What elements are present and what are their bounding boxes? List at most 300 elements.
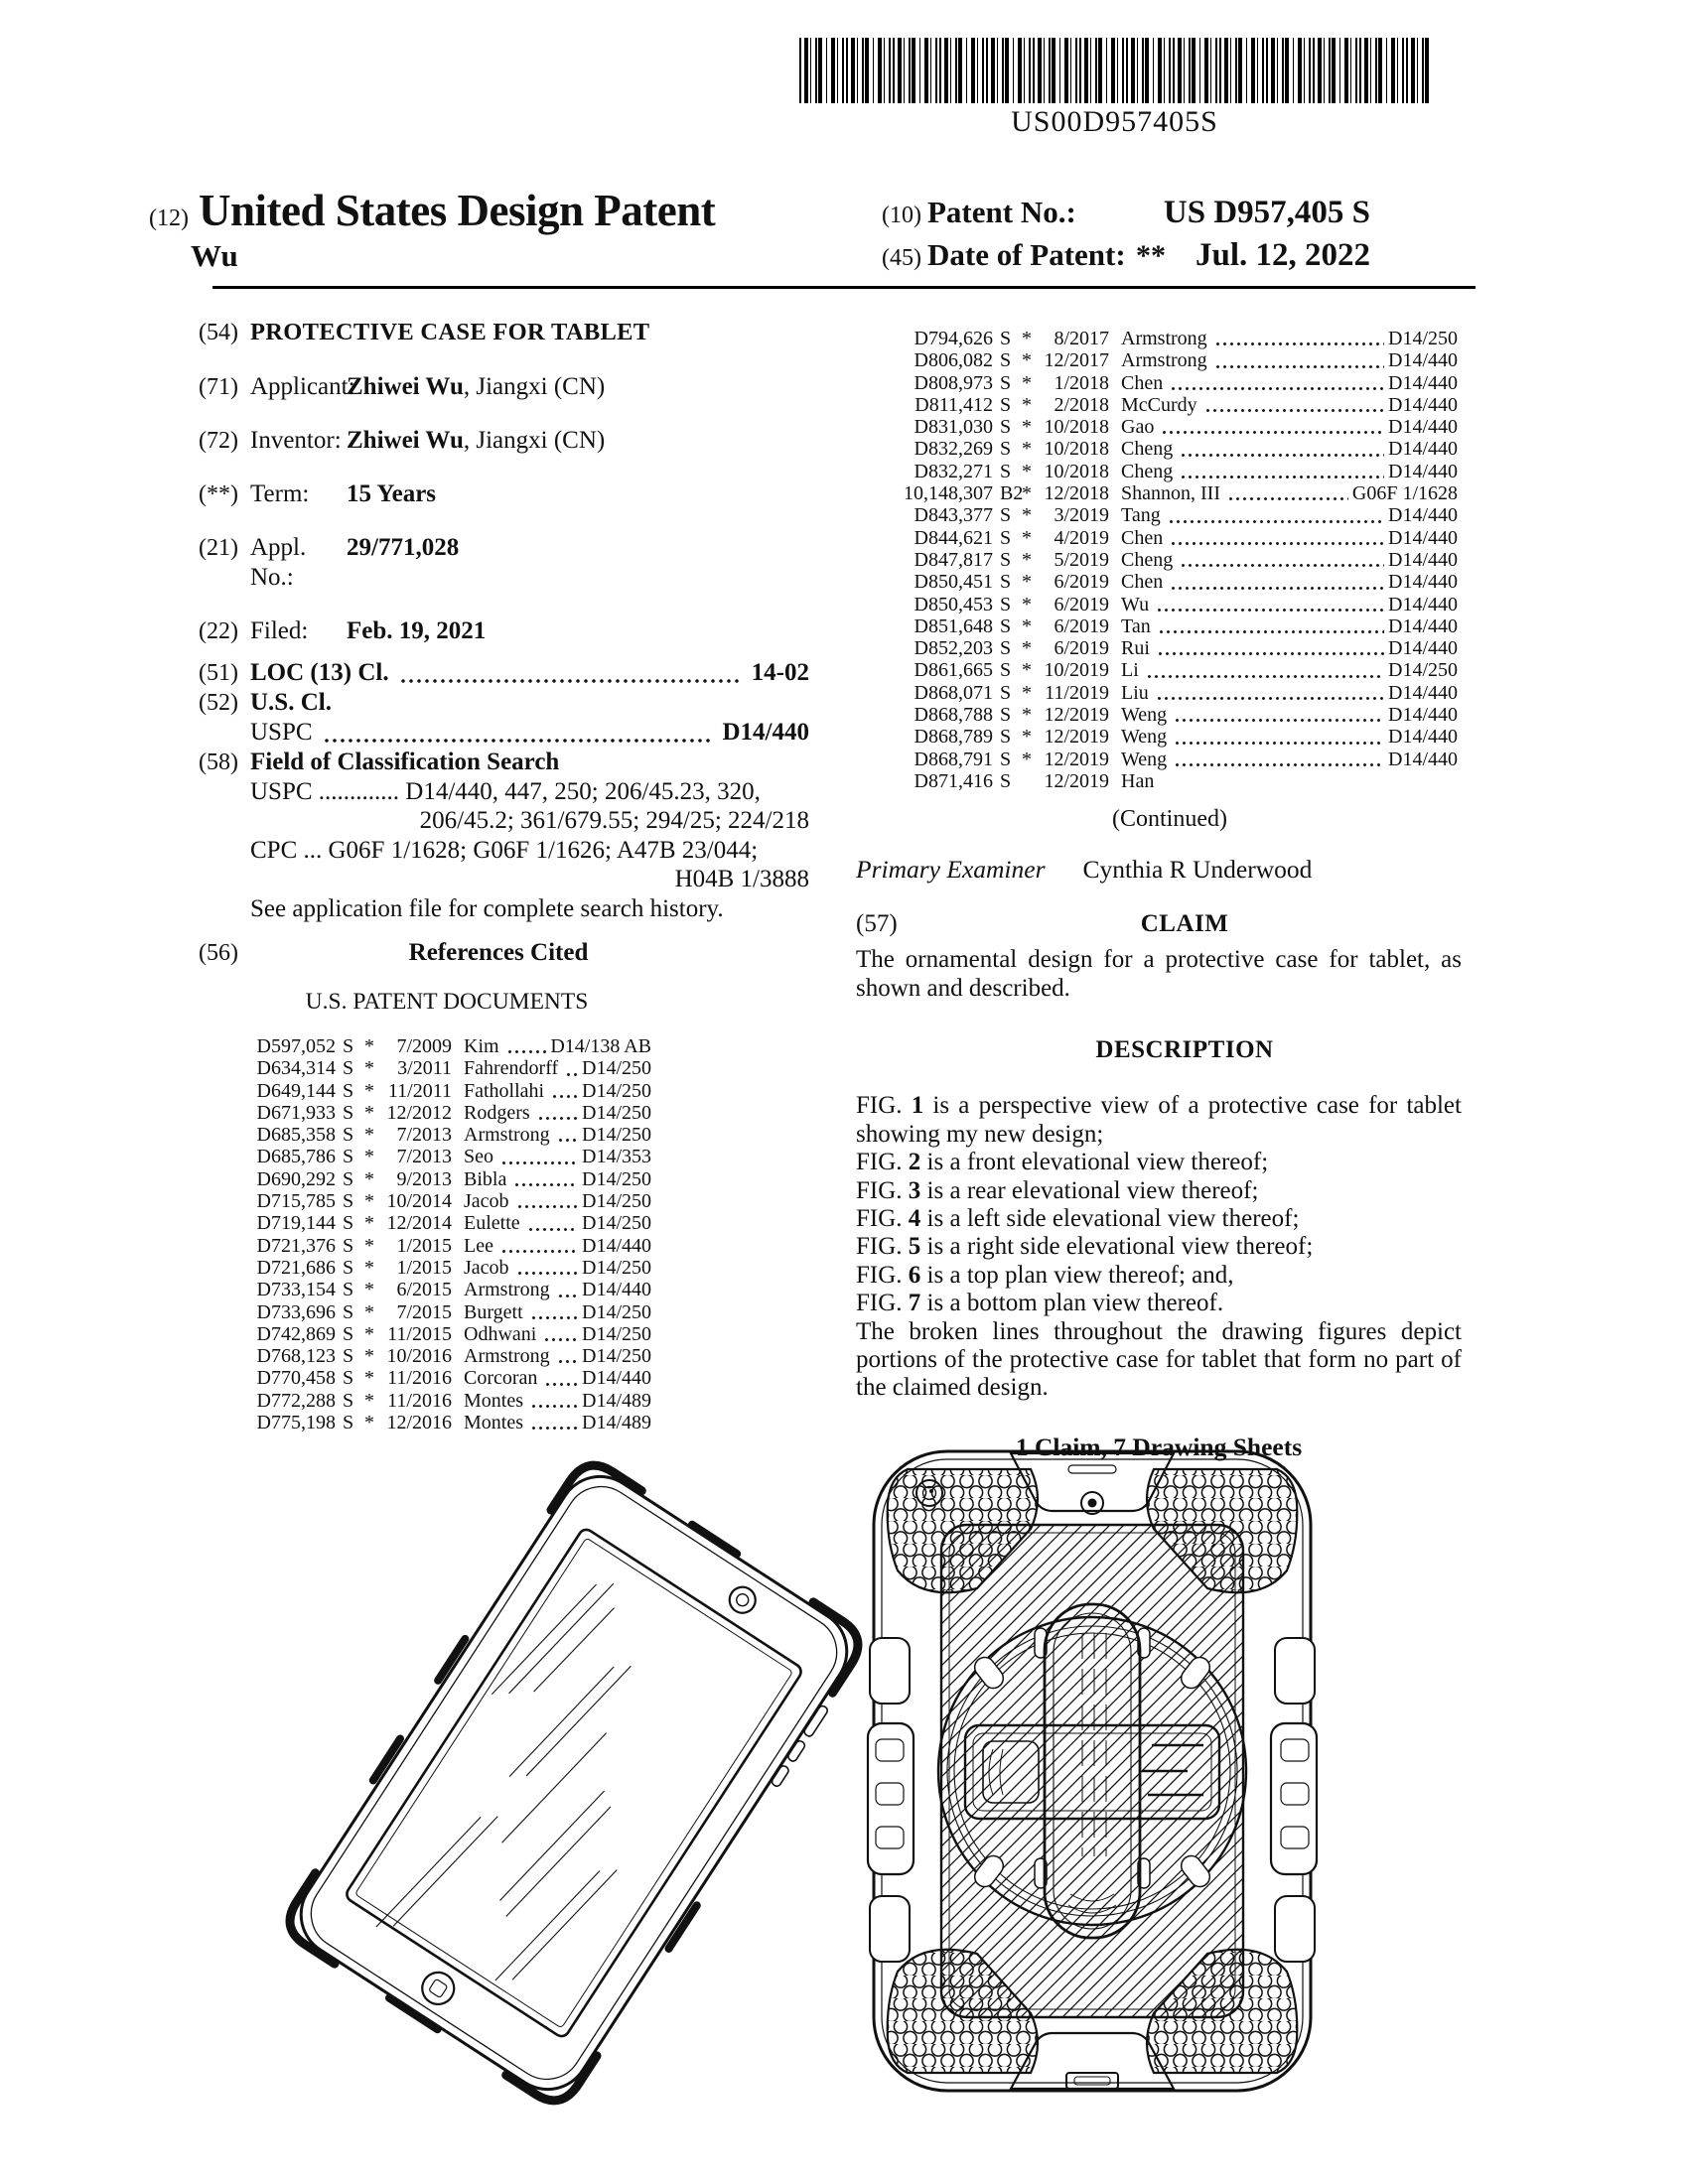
dot-leader xyxy=(500,1247,578,1254)
citation-star: * xyxy=(364,1322,374,1345)
citation-class: D14/440 xyxy=(1388,438,1458,461)
citation-class: D14/250 xyxy=(1388,328,1458,349)
inid-21: (21) xyxy=(199,535,238,561)
patent-citation-row xyxy=(236,1124,651,1146)
patent-citation-row xyxy=(882,328,1458,349)
patent-number-row xyxy=(882,195,1370,231)
citation-number: D715,785 xyxy=(256,1190,336,1213)
dot-leader xyxy=(516,1269,578,1276)
citation-number: D685,786 xyxy=(256,1146,336,1168)
citation-date: 7/2015 xyxy=(396,1300,452,1323)
examiner-name: Cynthia R Underwood xyxy=(1082,855,1313,885)
dot-leader xyxy=(530,1402,578,1409)
citation-kind: S xyxy=(1000,328,1012,349)
patent-citation-row xyxy=(882,571,1458,593)
patent-citation-row xyxy=(236,1080,651,1102)
citation-date: 12/2014 xyxy=(386,1212,452,1235)
citation-date: 10/2018 xyxy=(1044,416,1109,439)
dot-leader xyxy=(500,1159,578,1165)
examiner-label: Primary Examiner xyxy=(856,855,1046,885)
dot-leader xyxy=(1156,606,1384,613)
citation-date: 12/2018 xyxy=(1044,482,1109,505)
dot-leader xyxy=(1170,584,1384,591)
citation-inventor: Liu xyxy=(1121,681,1149,704)
description-line: FIG. 3 is a rear elevational view thereof; xyxy=(856,1176,1259,1204)
citation-inventor: Weng xyxy=(1121,748,1168,770)
citation-kind: S xyxy=(343,1389,354,1412)
citation-inventor: Chen xyxy=(1121,571,1164,594)
patent-citation-row xyxy=(882,438,1458,460)
dot-leader xyxy=(565,1070,578,1077)
dot-leader xyxy=(527,1225,578,1232)
page-title: United States Design Patent xyxy=(198,186,716,235)
citation-star: * xyxy=(364,1057,374,1080)
citation-date: 8/2017 xyxy=(1054,328,1109,349)
citation-kind: S xyxy=(1000,548,1012,571)
citation-date: 11/2011 xyxy=(387,1079,452,1102)
citation-number: D733,696 xyxy=(256,1300,336,1323)
citation-kind: S xyxy=(343,1322,354,1345)
citation-kind: S xyxy=(343,1300,354,1323)
citation-date: 9/2013 xyxy=(396,1167,452,1190)
application-number-row xyxy=(199,533,809,593)
citation-date: 12/2019 xyxy=(1044,726,1109,749)
patent-citation-row xyxy=(236,1102,651,1124)
inid-56: (56) xyxy=(199,940,238,966)
citation-date: 12/2019 xyxy=(1044,704,1109,727)
citation-kind: S xyxy=(1000,681,1012,704)
citation-inventor: Cheng xyxy=(1121,548,1174,571)
citation-date: 1/2015 xyxy=(396,1256,452,1279)
document-kind xyxy=(149,185,715,236)
citation-kind: S xyxy=(343,1367,354,1390)
citation-inventor: Weng xyxy=(1121,704,1168,727)
dot-leader xyxy=(1174,716,1384,723)
description-line: FIG. 6 is a top plan view thereof; and, xyxy=(856,1261,1234,1289)
patent-citation-row xyxy=(236,1146,651,1167)
dot-leader xyxy=(1227,494,1348,501)
citation-class: D14/250 xyxy=(582,1345,651,1368)
description-line: The broken lines throughout the drawing figures depict portions of the protective case for tablet that form no part of the claimed design. xyxy=(856,1317,1462,1402)
citation-number: D832,271 xyxy=(914,460,993,482)
inid-12: (12) xyxy=(149,205,189,231)
inid-45: (45) xyxy=(882,245,921,271)
patent-citation-row xyxy=(882,682,1458,704)
inid-57: (57) xyxy=(856,910,898,938)
citation-date: 3/2011 xyxy=(397,1057,452,1080)
patent-citation-row xyxy=(882,349,1458,371)
patent-number-value: US D957,405 S xyxy=(1163,195,1370,230)
citation-class: D14/440 xyxy=(582,1279,651,1301)
citation-date: 12/2012 xyxy=(386,1101,452,1124)
uspc-row xyxy=(250,718,809,748)
citation-inventor: Armstrong xyxy=(1121,328,1207,349)
citation-star: * xyxy=(364,1412,374,1434)
citation-date: 12/2019 xyxy=(1044,769,1109,792)
fig-rear-drawing xyxy=(844,1430,1350,2124)
citation-star: * xyxy=(364,1190,374,1213)
citation-class: D14/440 xyxy=(582,1234,651,1257)
citation-kind: S xyxy=(1000,748,1012,770)
citation-date: 1/2015 xyxy=(396,1234,452,1257)
barcode-block xyxy=(794,38,1435,139)
dot-leader xyxy=(1146,672,1384,679)
citation-date: 12/2019 xyxy=(1044,748,1109,770)
applicant-value: Zhiwei Wu, Jiangxi (CN) xyxy=(347,373,606,400)
citation-kind: S xyxy=(343,1212,354,1235)
citation-inventor: Armstrong xyxy=(464,1279,550,1301)
patent-citation-row xyxy=(236,1345,651,1367)
patent-citation-row xyxy=(882,504,1458,526)
dot-leader xyxy=(1180,561,1384,568)
inventor-row xyxy=(199,426,809,456)
citation-class: D14/250 xyxy=(582,1124,651,1147)
citation-inventor: Montes xyxy=(464,1412,523,1434)
inventor-value: Zhiwei Wu, Jiangxi (CN) xyxy=(347,427,606,454)
citation-star: * xyxy=(364,1300,374,1323)
patent-citation-row xyxy=(882,637,1458,659)
patent-citation-row xyxy=(236,1035,651,1057)
citation-number: D832,269 xyxy=(914,438,993,461)
citation-inventor: Rodgers xyxy=(464,1101,530,1124)
dot-leader xyxy=(1157,649,1384,656)
patent-citation-row xyxy=(882,594,1458,615)
citation-number: D597,052 xyxy=(256,1035,336,1057)
citation-date: 6/2019 xyxy=(1054,571,1109,594)
citation-inventor: Fahrendorff xyxy=(464,1057,559,1080)
continued-note: (Continued) xyxy=(1112,806,1227,833)
claim-text: The ornamental design for a protective case for tablet, as shown and described. xyxy=(856,946,1462,1002)
citation-number: D721,376 xyxy=(256,1234,336,1257)
citation-date: 11/2015 xyxy=(387,1322,452,1345)
applicant-label: Applicant: xyxy=(250,373,355,400)
dot-leader xyxy=(323,736,713,744)
citation-star: * xyxy=(1022,637,1032,660)
citation-date: 6/2019 xyxy=(1054,637,1109,660)
uspc-label: USPC xyxy=(250,719,313,746)
citation-class: D14/250 xyxy=(582,1322,651,1345)
filed-row xyxy=(199,616,809,646)
citation-number: D770,458 xyxy=(256,1367,336,1390)
citation-star: * xyxy=(1022,328,1032,349)
citation-kind: S xyxy=(343,1412,354,1434)
citation-number: D868,788 xyxy=(914,704,993,727)
citation-star: * xyxy=(1022,593,1032,615)
citation-star: * xyxy=(364,1256,374,1279)
citation-class: D14/440 xyxy=(1388,681,1458,704)
citation-star: * xyxy=(1022,460,1032,482)
dot-leader xyxy=(1174,760,1384,767)
citation-class: D14/250 xyxy=(582,1079,651,1102)
description-line: FIG. 4 is a left side elevational view thereof; xyxy=(856,1205,1300,1233)
citation-class: D14/250 xyxy=(582,1300,651,1323)
us-cl-label: U.S. Cl. xyxy=(250,689,332,716)
appl-no-value: 29/771,028 xyxy=(347,534,460,561)
inventor-label: Inventor: xyxy=(250,427,342,454)
patent-date-label: Date of Patent: xyxy=(927,237,1126,272)
barcode-icon xyxy=(799,38,1431,103)
citation-inventor: Armstrong xyxy=(1121,349,1207,372)
patent-number-label: Patent No.: xyxy=(927,195,1076,229)
citation-date: 7/2009 xyxy=(396,1035,452,1057)
description-line: FIG. 1 is a perspective view of a protective case for tablet showing my new design; xyxy=(856,1092,1462,1148)
citation-number: D671,933 xyxy=(256,1101,336,1124)
description-heading-row xyxy=(856,1036,1462,1064)
citation-kind: S xyxy=(343,1079,354,1102)
citation-inventor: Lee xyxy=(464,1234,493,1257)
patent-citation-row xyxy=(882,726,1458,748)
citation-inventor: Weng xyxy=(1121,726,1168,749)
dot-leader xyxy=(516,1202,578,1209)
citation-star: * xyxy=(1022,614,1032,637)
loc-value: 14-02 xyxy=(751,659,809,686)
citation-date: 10/2019 xyxy=(1044,659,1109,682)
inid-72: (72) xyxy=(199,428,238,454)
citation-kind: S xyxy=(1000,637,1012,660)
citation-inventor: Armstrong xyxy=(464,1124,550,1147)
citation-kind: S xyxy=(1000,504,1012,527)
citation-number: D649,144 xyxy=(256,1079,336,1102)
citation-kind: S xyxy=(1000,349,1012,372)
citation-kind: S xyxy=(1000,393,1012,416)
citation-inventor: Bibla xyxy=(464,1167,507,1190)
citation-inventor: Wu xyxy=(1121,593,1150,615)
citation-number: D850,451 xyxy=(914,571,993,594)
citation-class: D14/440 xyxy=(1388,504,1458,527)
dot-leader xyxy=(506,1047,547,1054)
description-body xyxy=(856,1092,1462,1402)
citation-date: 2/2018 xyxy=(1054,393,1109,416)
patent-citation-row xyxy=(236,1057,651,1079)
citation-number: D685,358 xyxy=(256,1124,336,1147)
citation-number: D806,082 xyxy=(914,349,993,372)
citation-star: * xyxy=(364,1035,374,1057)
dot-leader xyxy=(1214,340,1384,346)
citation-number: D733,154 xyxy=(256,1279,336,1301)
citation-date: 10/2016 xyxy=(386,1345,452,1368)
citation-kind: S xyxy=(343,1279,354,1301)
inid-51: (51) xyxy=(199,660,238,686)
citation-class: D14/440 xyxy=(1388,704,1458,727)
citation-date: 12/2017 xyxy=(1044,349,1109,372)
dot-leader xyxy=(1180,473,1384,479)
citation-star: * xyxy=(364,1212,374,1235)
citation-number: D690,292 xyxy=(256,1167,336,1190)
citation-inventor: Seo xyxy=(464,1146,493,1168)
citation-class: D14/440 xyxy=(1388,548,1458,571)
citation-class: D14/440 xyxy=(582,1367,651,1390)
citation-number: D844,621 xyxy=(914,526,993,549)
citation-class: D14/138 AB xyxy=(550,1035,651,1057)
citation-kind: S xyxy=(1000,416,1012,439)
citation-star: * xyxy=(1022,659,1032,682)
citation-kind: S xyxy=(343,1190,354,1213)
patent-identifiers xyxy=(882,195,1370,280)
dot-leader xyxy=(1214,362,1384,369)
patent-citation-row xyxy=(236,1212,651,1234)
citation-kind: S xyxy=(1000,593,1012,615)
citation-star: * xyxy=(1022,349,1032,372)
filed-label: Filed: xyxy=(250,617,309,644)
fig1-perspective-drawing xyxy=(256,1428,892,2132)
citation-number: D868,071 xyxy=(914,681,993,704)
citation-date: 4/2019 xyxy=(1054,526,1109,549)
citation-class: D14/250 xyxy=(582,1167,651,1190)
patent-citation-row xyxy=(236,1190,651,1212)
citation-star: * xyxy=(1022,681,1032,704)
dot-leader xyxy=(557,1292,578,1298)
citation-class: D14/353 xyxy=(582,1146,651,1168)
citation-star: * xyxy=(1022,548,1032,571)
citation-date: 11/2016 xyxy=(387,1389,452,1412)
citation-inventor: Tan xyxy=(1121,614,1151,637)
citation-inventor: Jacob xyxy=(464,1190,509,1213)
patent-citation-row xyxy=(236,1257,651,1279)
patent-citation-row xyxy=(236,1367,651,1389)
citation-number: D847,817 xyxy=(914,548,993,571)
citation-kind: S xyxy=(343,1256,354,1279)
citation-inventor: Chen xyxy=(1121,526,1164,549)
loc-label: LOC (13) Cl. xyxy=(250,659,389,686)
citation-star: * xyxy=(1022,416,1032,439)
citation-kind: S xyxy=(1000,460,1012,482)
citation-kind: S xyxy=(1000,726,1012,749)
description-line: FIG. 7 is a bottom plan view thereof. xyxy=(856,1290,1224,1317)
citation-kind: S xyxy=(1000,659,1012,682)
right-column xyxy=(856,316,1462,1462)
dot-leader xyxy=(1204,406,1384,413)
inid-54: (54) xyxy=(199,320,238,345)
barcode-number: US00D957405S xyxy=(1011,105,1218,138)
citation-date: 7/2013 xyxy=(396,1124,452,1147)
citation-star: * xyxy=(1022,482,1032,505)
patent-citation-row xyxy=(882,615,1458,637)
citation-inventor: McCurdy xyxy=(1121,393,1197,416)
citation-star: * xyxy=(364,1234,374,1257)
dot-leader xyxy=(1168,517,1384,524)
us-class-row xyxy=(199,688,809,718)
citation-class: D14/440 xyxy=(1388,593,1458,615)
citation-number: D852,203 xyxy=(914,637,993,660)
citation-class: D14/440 xyxy=(1388,614,1458,637)
description-line: FIG. 2 is a front elevational view thereof; xyxy=(856,1149,1269,1176)
field-uspc-line1: USPC ............. D14/440, 447, 250; 206/45.23, 320, xyxy=(250,777,761,805)
citation-kind: S xyxy=(343,1124,354,1147)
citation-number: D851,648 xyxy=(914,614,993,637)
citation-date: 6/2015 xyxy=(396,1279,452,1301)
loc-class-row xyxy=(199,658,809,688)
citation-kind: S xyxy=(1000,571,1012,594)
citation-number: D808,973 xyxy=(914,371,993,394)
patent-citation-row xyxy=(882,659,1458,681)
patent-citation-row xyxy=(882,461,1458,482)
patent-citation-row xyxy=(882,770,1458,792)
dot-leader xyxy=(1156,694,1384,701)
citations-table-right xyxy=(882,328,1458,792)
patent-citation-row xyxy=(882,416,1458,438)
citation-date: 11/2019 xyxy=(1045,681,1109,704)
dot-leader xyxy=(399,676,742,684)
citation-inventor: Burgett xyxy=(464,1300,523,1323)
citation-inventor: Shannon, III xyxy=(1121,482,1220,505)
citation-star: * xyxy=(364,1124,374,1147)
citation-class: D14/250 xyxy=(582,1101,651,1124)
dot-leader xyxy=(1174,739,1384,746)
citation-inventor: Li xyxy=(1121,659,1139,682)
term-disclaimer-stars: ** xyxy=(1135,239,1166,272)
patent-citation-row xyxy=(882,372,1458,394)
patent-citation-row xyxy=(882,527,1458,549)
citation-date: 7/2013 xyxy=(396,1146,452,1168)
patent-citation-row xyxy=(882,394,1458,416)
citation-number: D794,626 xyxy=(914,328,993,349)
citation-kind: B2 xyxy=(1000,482,1024,505)
citation-class: D14/440 xyxy=(1388,637,1458,660)
citation-number: D721,686 xyxy=(256,1256,336,1279)
field-uspc-line2: 206/45.2; 361/679.55; 294/25; 224/218 xyxy=(419,807,809,834)
citation-star: * xyxy=(1022,438,1032,461)
dot-leader xyxy=(557,1136,578,1143)
citation-star: * xyxy=(1022,526,1032,549)
citation-inventor: Gao xyxy=(1121,416,1155,439)
field-cpc-line2: H04B 1/3888 xyxy=(674,866,809,892)
citation-class: G06F 1/1628 xyxy=(1351,482,1458,505)
dot-leader xyxy=(1161,428,1384,435)
citation-star: * xyxy=(1022,393,1032,416)
inid-term: (**) xyxy=(199,481,238,507)
citation-star: * xyxy=(364,1101,374,1124)
citation-star: * xyxy=(364,1146,374,1168)
citation-kind: S xyxy=(343,1057,354,1080)
citation-inventor: Rui xyxy=(1121,637,1150,660)
dot-leader xyxy=(513,1180,578,1187)
citation-date: 10/2018 xyxy=(1044,438,1109,461)
dot-leader xyxy=(1158,627,1384,634)
citation-star: * xyxy=(1022,571,1032,594)
citation-inventor: Cheng xyxy=(1121,438,1174,461)
citation-star: * xyxy=(1022,748,1032,770)
term-row xyxy=(199,479,809,509)
citation-inventor: Armstrong xyxy=(464,1345,550,1368)
appl-no-label: Appl. No.: xyxy=(250,534,307,591)
citation-kind: S xyxy=(1000,371,1012,394)
citation-class: D14/440 xyxy=(1388,460,1458,482)
citation-class: D14/489 xyxy=(582,1389,651,1412)
references-heading: References Cited xyxy=(408,939,589,966)
first-inventor-name: Wu xyxy=(191,238,238,273)
uspc-value: D14/440 xyxy=(722,719,809,746)
citation-class: D14/440 xyxy=(1388,726,1458,749)
citation-class: D14/250 xyxy=(582,1057,651,1080)
citation-star: * xyxy=(1022,371,1032,394)
citation-number: D719,144 xyxy=(256,1212,336,1235)
citation-kind: S xyxy=(1000,614,1012,637)
citation-inventor: Fathollahi xyxy=(464,1079,545,1102)
dot-leader xyxy=(1170,539,1384,546)
citation-kind: S xyxy=(343,1234,354,1257)
citation-star: * xyxy=(364,1167,374,1190)
citation-number: D772,288 xyxy=(256,1389,336,1412)
citation-inventor: Tang xyxy=(1121,504,1161,527)
citation-inventor: Corcoran xyxy=(464,1367,538,1390)
citation-kind: S xyxy=(1000,526,1012,549)
citations-table-left xyxy=(236,1035,651,1433)
citation-date: 3/2019 xyxy=(1054,504,1109,527)
description-heading: DESCRIPTION xyxy=(1095,1036,1274,1064)
citation-number: D871,416 xyxy=(914,769,993,792)
citation-date: 12/2016 xyxy=(386,1412,452,1434)
citation-number: D868,791 xyxy=(914,748,993,770)
